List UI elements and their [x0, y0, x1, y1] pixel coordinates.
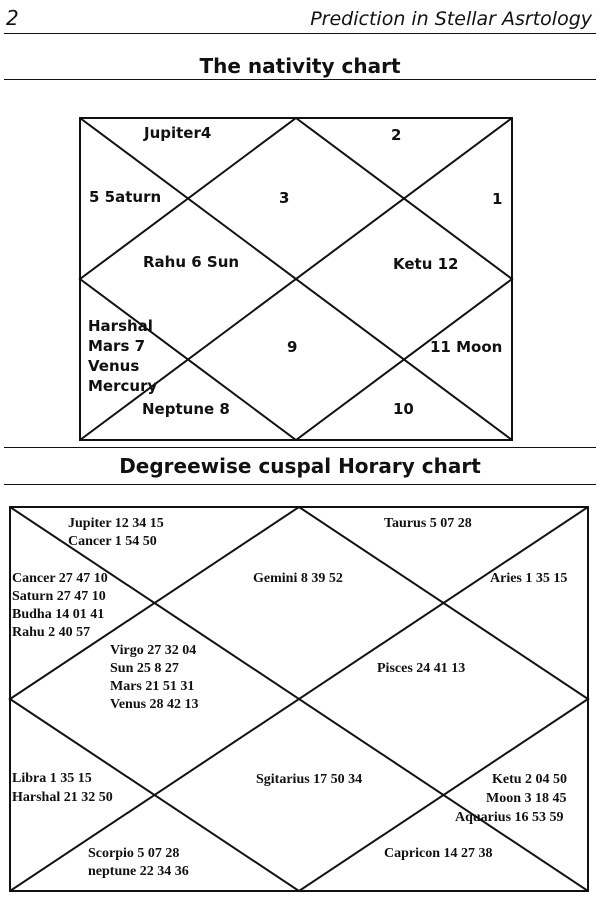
nativity-house-5: 5 5aturn — [89, 188, 162, 206]
nativity-chart-title: The nativity chart — [199, 54, 401, 78]
horary-center-top: Gemini 8 39 52 — [253, 571, 343, 586]
horary-left-line-3: Budha 14 01 41 — [12, 607, 105, 622]
horary-chart-grid — [10, 507, 588, 891]
horary-right-top: Aries 1 35 15 — [490, 571, 568, 586]
running-title: Prediction in Stellar Asrtology — [310, 8, 592, 30]
nativity-house-12: Ketu 12 — [393, 255, 459, 273]
nativity-house-11: 11 Moon — [430, 338, 503, 356]
horary-chart-title: Degreewise cuspal Horary chart — [119, 454, 481, 478]
horary-center-bottom: Sgitarius 17 50 34 — [256, 772, 363, 787]
horary-mid-left-line-1: Virgo 27 32 04 — [110, 643, 197, 658]
nativity-house-7-line-2: Mars 7 — [88, 337, 146, 355]
horary-title-rule-bottom — [4, 484, 596, 485]
nativity-house-7-line-4: Mercury — [88, 377, 158, 395]
nativity-house-8: Neptune 8 — [142, 400, 230, 418]
nativity-house-7-line-3: Venus — [88, 357, 140, 375]
horary-left-line-4: Rahu 2 40 57 — [12, 625, 91, 640]
horary-lower-right-line-2: Moon 3 18 45 — [486, 791, 567, 806]
horary-bottom-right: Capricon 14 27 38 — [384, 846, 493, 861]
horary-lower-right-line-3: Aquarius 16 53 59 — [455, 810, 564, 825]
horary-lower-left-line-2: Harshal 21 32 50 — [12, 790, 113, 805]
nativity-house-6: Rahu 6 Sun — [143, 253, 240, 271]
horary-lower-left-line-1: Libra 1 35 15 — [12, 771, 92, 786]
nativity-house-3: 3 — [279, 189, 290, 207]
horary-bottom-left-line-2: neptune 22 34 36 — [88, 864, 189, 879]
horary-top-left-line-1: Jupiter 12 34 15 — [68, 516, 164, 531]
nativity-house-2: 2 — [391, 126, 402, 144]
page-number: 2 — [6, 6, 19, 30]
nativity-house-9: 9 — [287, 338, 298, 356]
nativity-house-1: 1 — [492, 190, 503, 208]
horary-top-left-line-2: Cancer 1 54 50 — [68, 534, 157, 549]
horary-left-line-2: Saturn 27 47 10 — [12, 589, 106, 604]
horary-lower-right-line-1: Ketu 2 04 50 — [492, 772, 568, 787]
nativity-house-10: 10 — [393, 400, 414, 418]
nativity-house-4: Jupiter4 — [144, 124, 212, 142]
horary-top-right: Taurus 5 07 28 — [384, 516, 472, 531]
horary-mid-left-line-2: Sun 25 8 27 — [110, 661, 179, 676]
horary-mid-right: Pisces 24 41 13 — [377, 661, 466, 676]
horary-mid-left-line-4: Venus 28 42 13 — [110, 697, 199, 712]
horary-bottom-left-line-1: Scorpio 5 07 28 — [88, 846, 180, 861]
nativity-house-7-line-1: Harshal — [88, 317, 153, 335]
horary-title-rule-top — [4, 447, 596, 448]
horary-mid-left-line-3: Mars 21 51 31 — [110, 679, 195, 694]
horary-left-line-1: Cancer 27 47 10 — [12, 571, 108, 586]
